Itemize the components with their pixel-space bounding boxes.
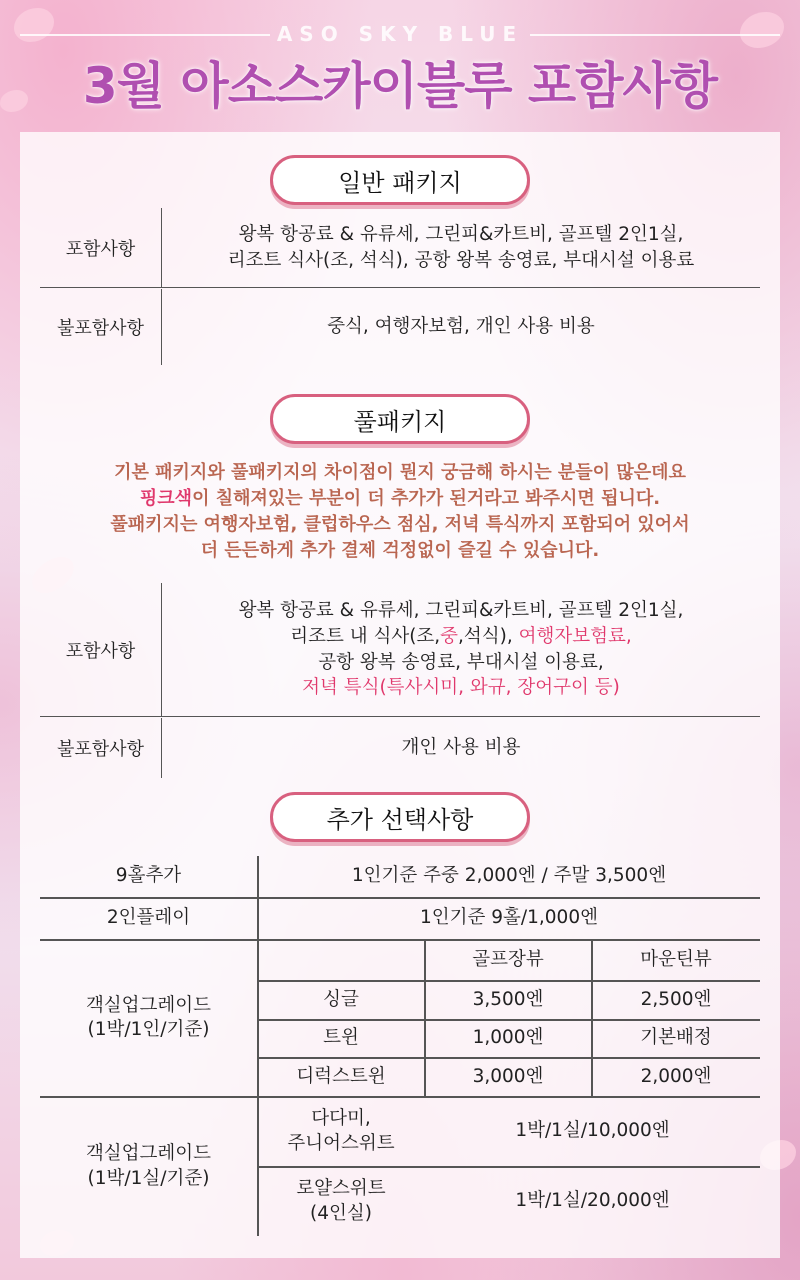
- general-included-line: 리조트 식사(조, 석식), 공항 왕복 송영료, 부대시설 이용료: [227, 249, 695, 271]
- full-included-text: 리조트 내 식사(조,: [290, 625, 441, 647]
- room-upgrade-label-line: (1박/1실/기준): [87, 1167, 210, 1189]
- two-player-label: 2인플레이: [106, 907, 191, 929]
- general-included-row: [40, 208, 760, 288]
- full-package-heading: 풀패키지: [270, 394, 530, 444]
- room-type-deluxe-twin: 디럭스트윈: [296, 1065, 386, 1087]
- general-included-value: [162, 208, 760, 287]
- full-package-intro: [40, 460, 760, 564]
- room-type-royal-suite: [258, 1167, 424, 1236]
- full-excluded-row: [40, 718, 760, 778]
- header-subtitle: ASO SKY BLUE: [276, 22, 524, 46]
- room-type-line: 주니어스위트: [287, 1132, 395, 1154]
- room-type-line: 로얄스위트: [296, 1178, 386, 1200]
- room-upgrade-label-line: (1박/1인/기준): [87, 1019, 210, 1040]
- full-included-added: 여행자보험료,: [518, 625, 632, 647]
- intro-pink-word: 핑크색: [139, 488, 193, 510]
- price-golf-view: 3,500엔: [472, 988, 544, 1010]
- full-excluded-value: 개인 사용 비용: [401, 737, 521, 759]
- room-type-line: (4인실): [310, 1202, 372, 1224]
- room-upgrade-label-line: 객실업그레이드: [85, 994, 212, 1016]
- intro-line: [40, 486, 760, 512]
- room-type-tatami-junior-suite: [258, 1097, 424, 1166]
- page-title: 3월 아소스카이블루 포함사항: [82, 57, 718, 115]
- intro-line: 풀패키지는 여행자보험, 클럽하우스 점심, 저녁 특식까지 포함되어 있어서: [110, 514, 690, 536]
- nine-hole-value: 1인기준 주중 2,000엔 / 주말 3,500엔: [351, 865, 667, 887]
- intro-line-rest: 이 칠해져있는 부분이 더 추가가 된거라고 봐주시면 됩니다.: [192, 488, 661, 510]
- general-included-label: 포함사항: [40, 208, 162, 287]
- price-golf-view: 1,000엔: [472, 1027, 544, 1049]
- column-header-golf-view: 골프장뷰: [472, 948, 544, 970]
- intro-line: 기본 패키지와 풀패키지의 차이점이 뭔지 궁금해 하시는 분들이 많은데요: [114, 462, 686, 483]
- full-included-text: ,석식),: [458, 625, 513, 647]
- full-included-line: 왕복 항공료 & 유류세, 그린피&카트비, 골프텔 2인1실,: [238, 600, 684, 622]
- full-included-value: [162, 583, 760, 716]
- price-per-room: 1박/1실/20,000엔: [515, 1190, 670, 1212]
- full-included-line: [290, 624, 632, 650]
- options-heading: 추가 선택사항: [270, 792, 530, 842]
- room-type-twin: 트윈: [323, 1027, 359, 1049]
- full-excluded-label: 불포함사항: [40, 718, 162, 778]
- room-type-single: 싱글: [323, 988, 359, 1010]
- full-included-line: 공항 왕복 송영료, 부대시설 이용료,: [318, 651, 604, 673]
- room-upgrade-label-line: 객실업그레이드: [85, 1143, 212, 1165]
- intro-line: 더 든든하게 추가 결제 걱정없이 즐길 수 있습니다.: [200, 540, 600, 562]
- general-excluded-value: 중식, 여행자보험, 개인 사용 비용: [327, 316, 595, 338]
- room-upgrade-person-label: [40, 940, 257, 1096]
- full-included-added-line: 저녁 특식(특사시미, 와규, 장어구이 등): [302, 677, 620, 699]
- price-golf-view: 3,000엔: [472, 1065, 544, 1087]
- price-per-room: 1박/1실/10,000엔: [515, 1120, 670, 1142]
- price-mountain-view: 기본배정: [640, 1027, 712, 1049]
- full-included-added: 중: [440, 625, 459, 647]
- room-upgrade-room-label: [40, 1097, 257, 1236]
- nine-hole-label: 9홀추가: [115, 865, 182, 887]
- general-excluded-label: 불포함사항: [40, 289, 162, 365]
- two-player-value: 1인기준 9홀/1,000엔: [420, 907, 598, 929]
- general-excluded-row: [40, 289, 760, 365]
- column-header-mountain-view: 마운틴뷰: [640, 948, 712, 970]
- general-included-line: 왕복 항공료 & 유류세, 그린피&카트비, 골프텔 2인1실,: [238, 223, 684, 245]
- full-included-row: [40, 583, 760, 717]
- room-type-line: 다다미,: [311, 1108, 371, 1130]
- price-mountain-view: 2,000엔: [640, 1065, 712, 1087]
- full-included-label: 포함사항: [40, 583, 162, 716]
- price-mountain-view: 2,500엔: [640, 988, 712, 1010]
- general-package-heading: 일반 패키지: [270, 155, 530, 205]
